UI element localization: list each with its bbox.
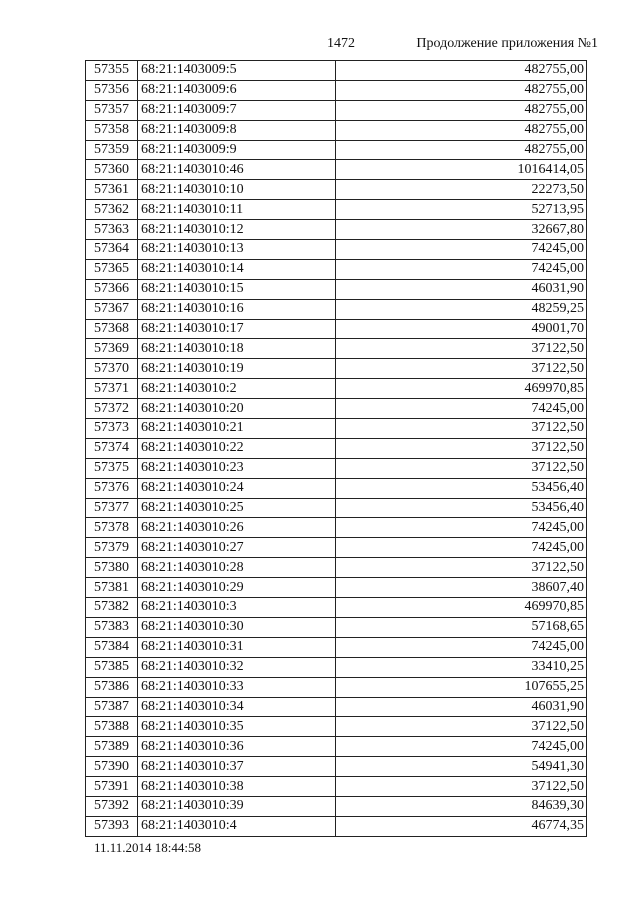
cadastral-number-cell: 68:21:1403010:32 <box>138 657 336 677</box>
row-number-cell: 57355 <box>86 61 138 81</box>
footer-timestamp: 11.11.2014 18:44:58 <box>94 840 202 855</box>
value-cell: 54941,30 <box>336 757 587 777</box>
row-number-cell: 57379 <box>86 538 138 558</box>
table-row <box>86 816 587 836</box>
value-cell: 37122,50 <box>336 438 587 458</box>
table-row <box>86 80 587 100</box>
table-row <box>86 737 587 757</box>
cadastral-number-cell: 68:21:1403010:46 <box>138 160 336 180</box>
cadastral-number-cell: 68:21:1403010:4 <box>138 816 336 836</box>
value-cell: 48259,25 <box>336 299 587 319</box>
value-cell: 482755,00 <box>336 140 587 160</box>
cadastral-number-cell: 68:21:1403010:25 <box>138 498 336 518</box>
table-row <box>86 657 587 677</box>
row-number-cell: 57381 <box>86 578 138 598</box>
table-row <box>86 120 587 140</box>
cadastral-number-cell: 68:21:1403010:15 <box>138 279 336 299</box>
value-cell: 469970,85 <box>336 379 587 399</box>
cadastral-number-cell: 68:21:1403010:22 <box>138 438 336 458</box>
value-cell: 482755,00 <box>336 80 587 100</box>
row-number-cell: 57361 <box>86 180 138 200</box>
cadastral-number-cell: 68:21:1403010:34 <box>138 697 336 717</box>
cadastral-number-cell: 68:21:1403010:39 <box>138 796 336 816</box>
row-number-cell: 57376 <box>86 478 138 498</box>
table-row <box>86 478 587 498</box>
cadastral-number-cell: 68:21:1403010:23 <box>138 458 336 478</box>
cadastral-number-cell: 68:21:1403010:16 <box>138 299 336 319</box>
page-number: 1472 <box>327 36 355 51</box>
row-number-cell: 57367 <box>86 299 138 319</box>
value-cell: 37122,50 <box>336 359 587 379</box>
cadastral-number-cell: 68:21:1403010:2 <box>138 379 336 399</box>
table-row <box>86 279 587 299</box>
value-cell: 37122,50 <box>336 777 587 797</box>
table-row <box>86 200 587 220</box>
value-cell: 1016414,05 <box>336 160 587 180</box>
value-cell: 46774,35 <box>336 816 587 836</box>
value-cell: 74245,00 <box>336 518 587 538</box>
table-row <box>86 299 587 319</box>
value-cell: 53456,40 <box>336 478 587 498</box>
table-row <box>86 339 587 359</box>
table-row <box>86 538 587 558</box>
cadastral-number-cell: 68:21:1403010:14 <box>138 259 336 279</box>
row-number-cell: 57363 <box>86 220 138 240</box>
row-number-cell: 57373 <box>86 419 138 439</box>
value-cell: 37122,50 <box>336 717 587 737</box>
cadastral-number-cell: 68:21:1403010:18 <box>138 339 336 359</box>
row-number-cell: 57369 <box>86 339 138 359</box>
cadastral-number-cell: 68:21:1403010:3 <box>138 598 336 618</box>
value-cell: 482755,00 <box>336 120 587 140</box>
value-cell: 32667,80 <box>336 220 587 240</box>
row-number-cell: 57358 <box>86 120 138 140</box>
row-number-cell: 57382 <box>86 598 138 618</box>
cadastral-number-cell: 68:21:1403010:35 <box>138 717 336 737</box>
value-cell: 53456,40 <box>336 498 587 518</box>
value-cell: 74245,00 <box>336 240 587 260</box>
cadastral-number-cell: 68:21:1403010:30 <box>138 617 336 637</box>
table-row <box>86 379 587 399</box>
row-number-cell: 57357 <box>86 100 138 120</box>
value-cell: 469970,85 <box>336 598 587 618</box>
table-row <box>86 717 587 737</box>
row-number-cell: 57388 <box>86 717 138 737</box>
row-number-cell: 57386 <box>86 677 138 697</box>
table-row <box>86 598 587 618</box>
table-row <box>86 677 587 697</box>
table-row <box>86 498 587 518</box>
row-number-cell: 57380 <box>86 558 138 578</box>
cadastral-number-cell: 68:21:1403009:8 <box>138 120 336 140</box>
row-number-cell: 57360 <box>86 160 138 180</box>
row-number-cell: 57389 <box>86 737 138 757</box>
registry-table-body <box>86 61 587 837</box>
row-number-cell: 57368 <box>86 319 138 339</box>
cadastral-number-cell: 68:21:1403010:19 <box>138 359 336 379</box>
table-row <box>86 160 587 180</box>
cadastral-number-cell: 68:21:1403010:11 <box>138 200 336 220</box>
table-row <box>86 180 587 200</box>
row-number-cell: 57370 <box>86 359 138 379</box>
row-number-cell: 57372 <box>86 399 138 419</box>
row-number-cell: 57366 <box>86 279 138 299</box>
row-number-cell: 57374 <box>86 438 138 458</box>
appendix-note: Продолжение приложения №1 <box>416 36 598 51</box>
cadastral-number-cell: 68:21:1403010:37 <box>138 757 336 777</box>
cadastral-number-cell: 68:21:1403010:12 <box>138 220 336 240</box>
cadastral-number-cell: 68:21:1403010:17 <box>138 319 336 339</box>
value-cell: 46031,90 <box>336 697 587 717</box>
table-row <box>86 100 587 120</box>
table-row <box>86 757 587 777</box>
row-number-cell: 57392 <box>86 796 138 816</box>
value-cell: 33410,25 <box>336 657 587 677</box>
row-number-cell: 57371 <box>86 379 138 399</box>
row-number-cell: 57365 <box>86 259 138 279</box>
value-cell: 74245,00 <box>336 259 587 279</box>
value-cell: 57168,65 <box>336 617 587 637</box>
cadastral-number-cell: 68:21:1403009:7 <box>138 100 336 120</box>
table-row <box>86 399 587 419</box>
table-row <box>86 438 587 458</box>
table-row <box>86 61 587 81</box>
table-row <box>86 458 587 478</box>
table-row <box>86 637 587 657</box>
value-cell: 37122,50 <box>336 558 587 578</box>
value-cell: 38607,40 <box>336 578 587 598</box>
value-cell: 46031,90 <box>336 279 587 299</box>
table-row <box>86 259 587 279</box>
value-cell: 74245,00 <box>336 399 587 419</box>
row-number-cell: 57377 <box>86 498 138 518</box>
cadastral-number-cell: 68:21:1403010:24 <box>138 478 336 498</box>
table-row <box>86 240 587 260</box>
value-cell: 37122,50 <box>336 458 587 478</box>
row-number-cell: 57384 <box>86 637 138 657</box>
row-number-cell: 57383 <box>86 617 138 637</box>
cadastral-number-cell: 68:21:1403010:38 <box>138 777 336 797</box>
row-number-cell: 57375 <box>86 458 138 478</box>
table-row <box>86 777 587 797</box>
row-number-cell: 57378 <box>86 518 138 538</box>
cadastral-number-cell: 68:21:1403010:21 <box>138 419 336 439</box>
table-row <box>86 220 587 240</box>
row-number-cell: 57356 <box>86 80 138 100</box>
cadastral-number-cell: 68:21:1403010:26 <box>138 518 336 538</box>
value-cell: 37122,50 <box>336 419 587 439</box>
cadastral-number-cell: 68:21:1403009:5 <box>138 61 336 81</box>
table-row <box>86 796 587 816</box>
cadastral-number-cell: 68:21:1403010:28 <box>138 558 336 578</box>
row-number-cell: 57364 <box>86 240 138 260</box>
cadastral-number-cell: 68:21:1403010:31 <box>138 637 336 657</box>
table-row <box>86 558 587 578</box>
cadastral-number-cell: 68:21:1403010:27 <box>138 538 336 558</box>
row-number-cell: 57393 <box>86 816 138 836</box>
cadastral-number-cell: 68:21:1403009:6 <box>138 80 336 100</box>
value-cell: 74245,00 <box>336 637 587 657</box>
table-row <box>86 319 587 339</box>
value-cell: 37122,50 <box>336 339 587 359</box>
table-row <box>86 359 587 379</box>
cadastral-number-cell: 68:21:1403010:13 <box>138 240 336 260</box>
table-row <box>86 140 587 160</box>
value-cell: 49001,70 <box>336 319 587 339</box>
table-row <box>86 578 587 598</box>
cadastral-number-cell: 68:21:1403009:9 <box>138 140 336 160</box>
cadastral-number-cell: 68:21:1403010:33 <box>138 677 336 697</box>
cadastral-number-cell: 68:21:1403010:10 <box>138 180 336 200</box>
cadastral-number-cell: 68:21:1403010:29 <box>138 578 336 598</box>
row-number-cell: 57387 <box>86 697 138 717</box>
row-number-cell: 57391 <box>86 777 138 797</box>
row-number-cell: 57359 <box>86 140 138 160</box>
value-cell: 482755,00 <box>336 100 587 120</box>
table-row <box>86 697 587 717</box>
value-cell: 74245,00 <box>336 737 587 757</box>
value-cell: 52713,95 <box>336 200 587 220</box>
row-number-cell: 57390 <box>86 757 138 777</box>
row-number-cell: 57362 <box>86 200 138 220</box>
cadastral-number-cell: 68:21:1403010:36 <box>138 737 336 757</box>
row-number-cell: 57385 <box>86 657 138 677</box>
value-cell: 482755,00 <box>336 61 587 81</box>
registry-table <box>85 60 587 837</box>
value-cell: 74245,00 <box>336 538 587 558</box>
table-row <box>86 419 587 439</box>
value-cell: 107655,25 <box>336 677 587 697</box>
table-row <box>86 518 587 538</box>
cadastral-number-cell: 68:21:1403010:20 <box>138 399 336 419</box>
value-cell: 84639,30 <box>336 796 587 816</box>
table-row <box>86 617 587 637</box>
value-cell: 22273,50 <box>336 180 587 200</box>
